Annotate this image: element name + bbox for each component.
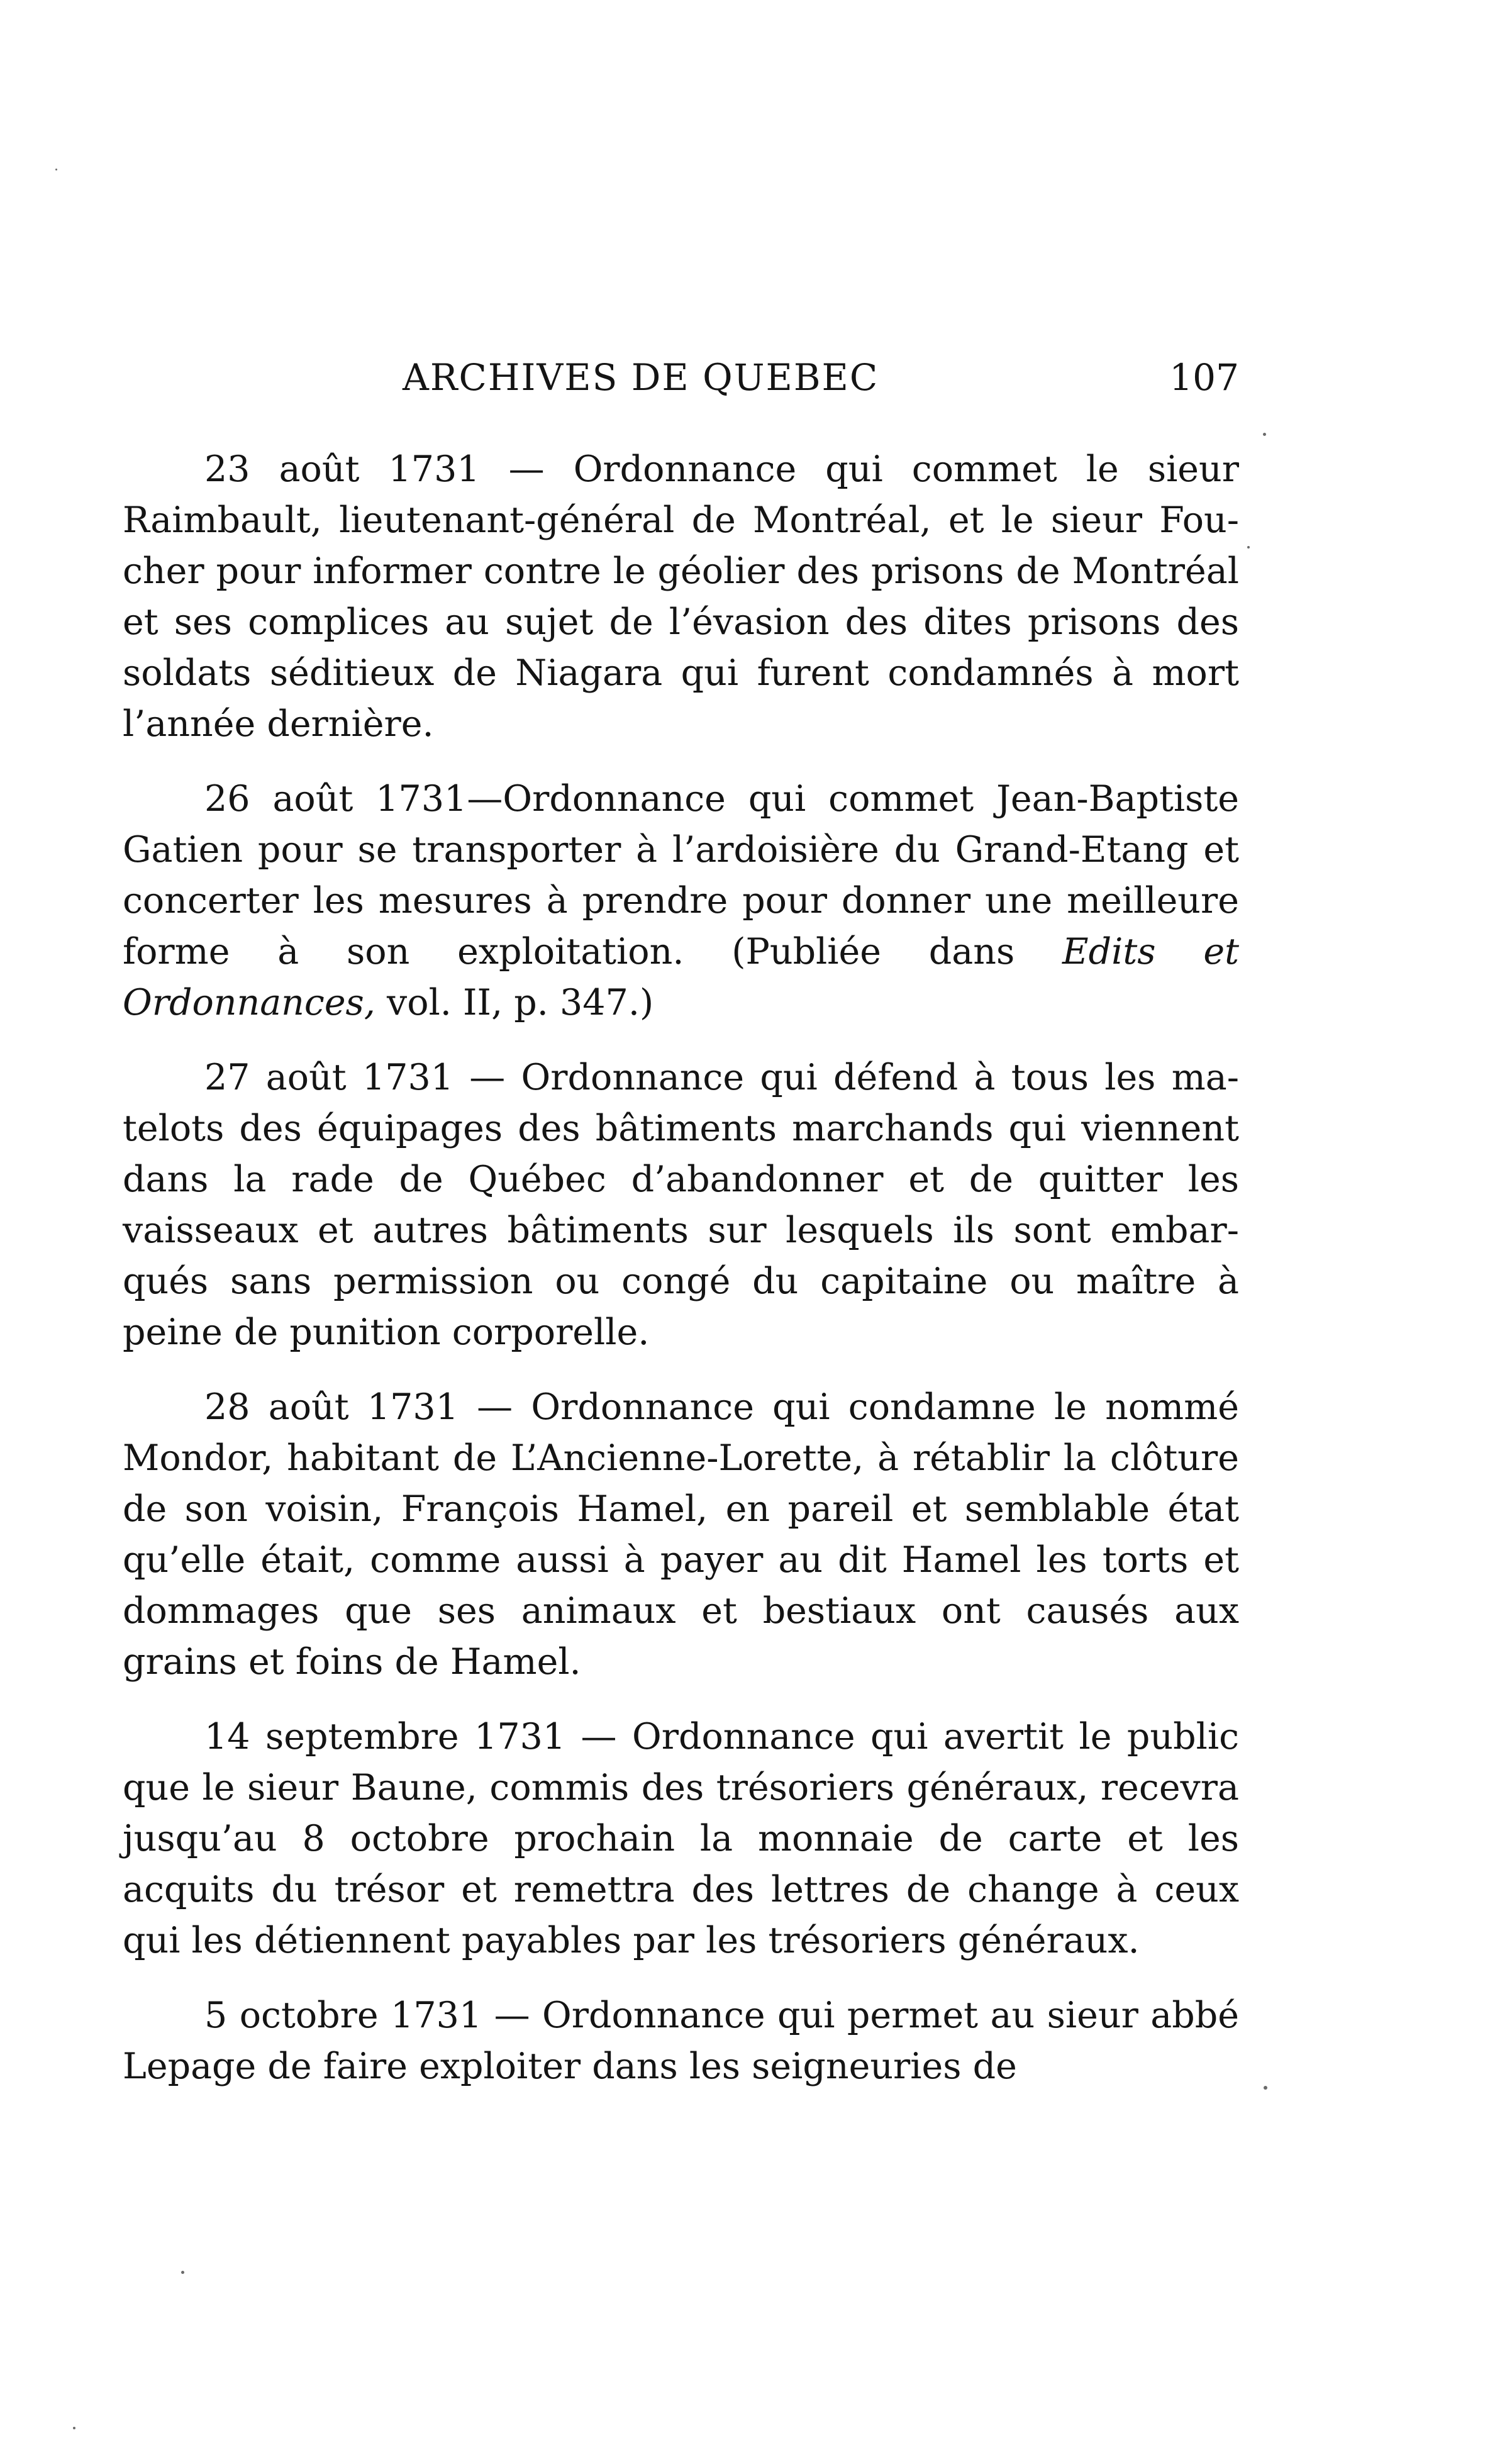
page-number: 107 <box>1169 356 1239 399</box>
paragraph-3: 27 août 1731 — Ordonnance qui défend à tous les matelots des équipages des bâtiments marchands qui viennent dans la rade de Québec d’abandonner et de quitter les vaisseaux et autres bâtiments sur lesquels ils sont embarqués sans permission ou congé du capitaine ou maître à peine de punition corporelle. <box>123 1057 1239 1353</box>
paragraph-2 <box>123 774 1239 1028</box>
paragraph-2-text: 26 août 1731—Ordonnance qui commet Jean-Baptiste Gatien pour se transporter à l’ardoisière du Grand-Etang et concerter les mesures à prendre pour donner une meilleure forme à son exploitation. (Publiée dans <box>123 778 1239 972</box>
paragraph-5: 14 septembre 1731 — Ordonnance qui avertit le public que le sieur Baune, commis des trésoriers généraux, recevra jusqu’au 8 octobre prochain la monnaie de carte et les acquits du trésor et remettra des lettres de change à ceux qui les détiennent payables par les trésoriers généraux. <box>123 1716 1239 1961</box>
paragraph-1: 23 août 1731 — Ordonnance qui commet le sieur Raimbault, lieutenant-général de Montréal, et le sieur Foucher pour informer contre le géolier des prisons de Montréal et ses complices au sujet de l’évasion des dites prisons des soldats séditieux de Niagara qui furent condamnés à mort l’année dernière. <box>123 448 1239 745</box>
scan-speck <box>1264 2086 1267 2090</box>
paragraph-2-reference: vol. II, p. 347.) <box>375 982 654 1023</box>
scan-speck <box>73 2427 75 2429</box>
running-title: ARCHIVES DE QUEBEC <box>403 356 879 399</box>
publication-title: Edits et Ordonnances, <box>123 931 1239 1023</box>
scan-speck <box>55 169 57 170</box>
scan-speck <box>1247 546 1250 549</box>
page-body <box>123 444 1239 2092</box>
scan-speck <box>1263 433 1266 436</box>
scan-speck <box>181 2271 184 2274</box>
paragraph-6: 5 octobre 1731 — Ordonnance qui permet au sieur abbé Lepage de faire exploiter dans les seigneuries de <box>123 1995 1239 2087</box>
paragraph-4: 28 août 1731 — Ordonnance qui condamne le nommé Mondor, habitant de L’Ancienne-Lorette, à rétablir la clôture de son voisin, François Hamel, en pareil et semblable état qu’elle était, comme aussi à payer au dit Hamel les torts et dommages que ses animaux et bestiaux ont causés aux grains et foins de Hamel. <box>123 1386 1239 1683</box>
running-header <box>123 349 1239 406</box>
